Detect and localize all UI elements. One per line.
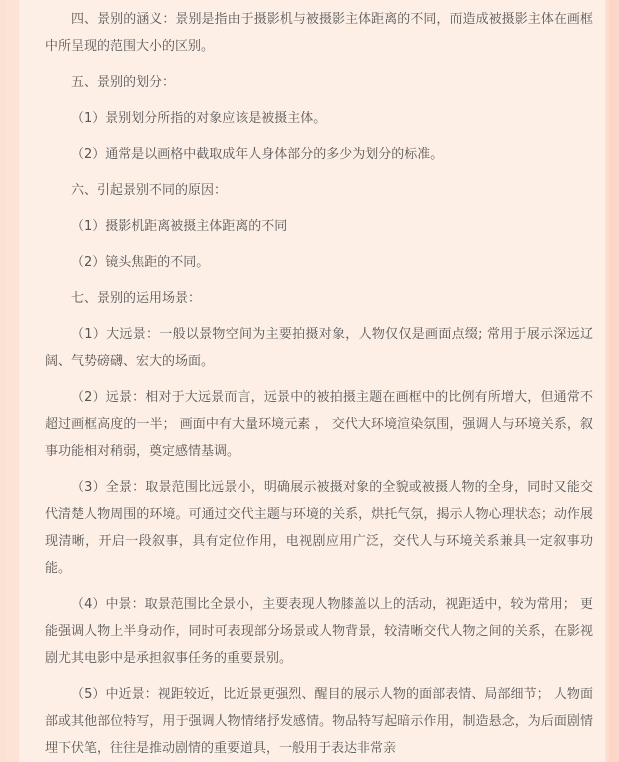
- paragraph-medium-close-shot: （5）中近景：视距较近，比近景更强烈、醒目的展示人物的面部表情、局部细节； 人物面部或其他部位特写，用于强调人物情绪抒发感情。物品特写起暗示作用，制造悬念，为后面剧情埋下伏笔，往往是推动剧情的重要道具，一般用于表达非常亲: [45, 687, 593, 756]
- paragraph-classification-item-2: （2）通常是以画格中截取成年人身体部分的多少为划分的标准。: [71, 147, 444, 162]
- paragraph-causes-heading: 六、引起景别不同的原因：: [71, 183, 228, 198]
- paragraph-usage-heading: 七、景别的运用场景：: [71, 291, 202, 306]
- paragraph-extreme-long-shot: （1）大远景：一般以景物空间为主要拍摄对象，人物仅仅是画面点缀; 常用于展示深远辽阔、气势磅礴、宏大的场面。: [45, 327, 593, 369]
- article-content: [19, 0, 605, 762]
- paragraph-classification-item-1: （1）景别划分所指的对象应该是被摄主体。: [71, 111, 327, 126]
- paragraph-full-shot: （3）全景：取景范围比远景小，明确展示被摄对象的全貌或被摄人物的全身，同时又能交代清楚人物周围的环境。可通过交代主题与环境的关系，烘托气氛，揭示人物心理状态；动作展现清晰，开启一段叙事，具有定位作用，电视剧应用广泛，交代人与环境关系兼具一定叙事功能。: [45, 480, 593, 576]
- paragraph-medium-shot: （4）中景：取景范围比全景小，主要表现人物膝盖以上的活动，视距适中，较为常用； 更能强调人物上半身动作，同时可表现部分场景或人物背景，较清晰交代人物之间的关系，在影视剧尤其电影中是承担叙事任务的重要景别。: [45, 597, 593, 666]
- frame-right-edge: [605, 0, 619, 762]
- paragraph-causes-item-1: （1）摄影机距离被摄主体距离的不同: [71, 219, 288, 234]
- article-body: [19, 0, 605, 762]
- paragraph-shot-scale-definition: 四、景别的涵义：景别是指由于摄影机与被摄影主体距离的不同，而造成被摄影主体在画框中所呈现的范围大小的区别。: [45, 12, 593, 54]
- paragraph-causes-item-2: （2）镜头焦距的不同。: [71, 255, 210, 270]
- paragraph-long-shot: （2）远景：相对于大远景而言，远景中的被拍摄主题在画框中的比例有所增大，但通常不超过画框高度的一半； 画面中有大量环境元素 ， 交代大环境渲染氛围，强调人与环境关系，叙事功能相对稍弱，奠定感情基调。: [45, 390, 593, 459]
- paragraph-classification-heading: 五、景别的划分：: [71, 75, 176, 90]
